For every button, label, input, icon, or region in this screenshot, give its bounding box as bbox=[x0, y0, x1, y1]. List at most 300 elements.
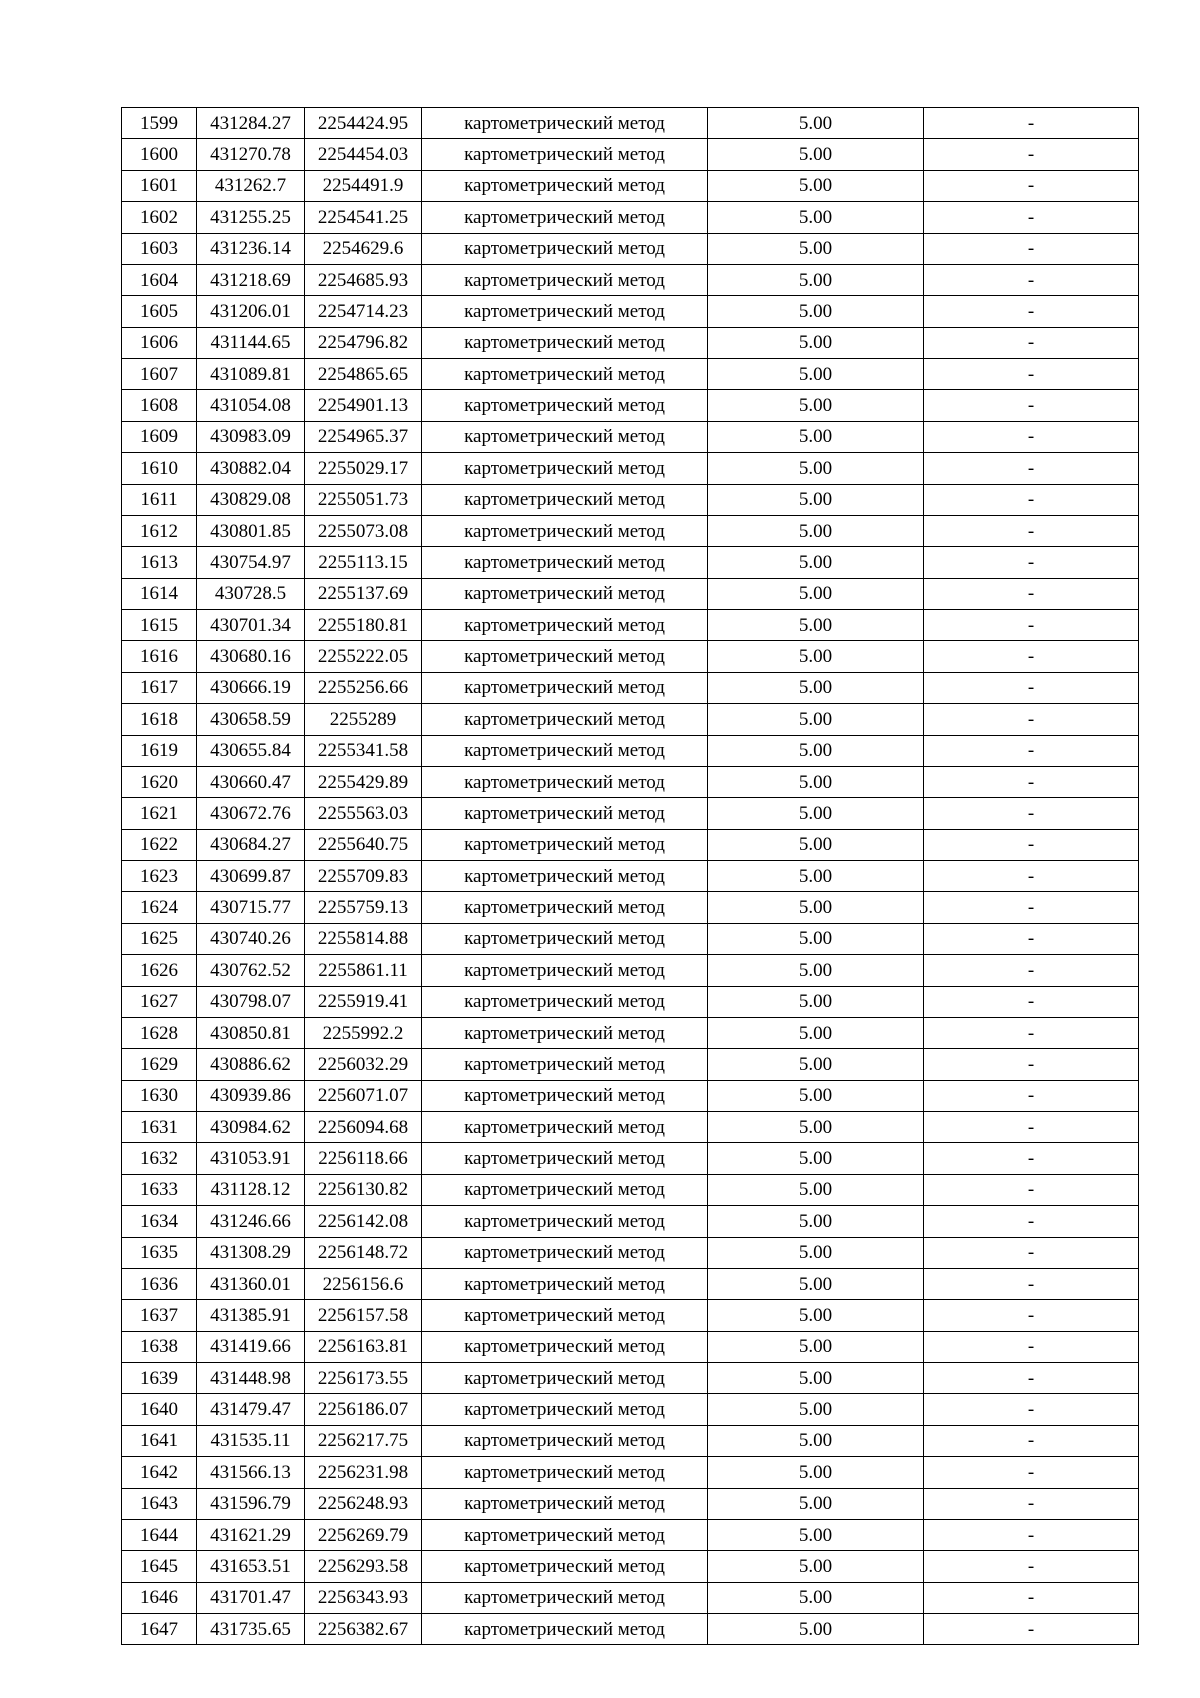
point-number-cell: 1625 bbox=[122, 923, 197, 954]
y-coordinate-cell: 2255563.03 bbox=[305, 798, 422, 829]
point-number-cell: 1620 bbox=[122, 766, 197, 797]
accuracy-cell: 5.00 bbox=[708, 1551, 924, 1582]
x-coordinate-cell: 431236.14 bbox=[197, 233, 305, 264]
method-cell: картометрический метод bbox=[422, 1237, 708, 1268]
accuracy-cell: 5.00 bbox=[708, 641, 924, 672]
point-number-cell: 1607 bbox=[122, 359, 197, 390]
accuracy-cell: 5.00 bbox=[708, 1425, 924, 1456]
x-coordinate-cell: 430728.5 bbox=[197, 578, 305, 609]
method-cell: картометрический метод bbox=[422, 1582, 708, 1613]
method-cell: картометрический метод bbox=[422, 1331, 708, 1362]
point-number-cell: 1622 bbox=[122, 829, 197, 860]
point-number-cell: 1600 bbox=[122, 139, 197, 170]
y-coordinate-cell: 2255992.2 bbox=[305, 1017, 422, 1048]
x-coordinate-cell: 431735.65 bbox=[197, 1614, 305, 1645]
dash-cell: - bbox=[924, 1614, 1139, 1645]
accuracy-cell: 5.00 bbox=[708, 233, 924, 264]
table-row bbox=[122, 1394, 1139, 1425]
table-row bbox=[122, 610, 1139, 641]
table-row bbox=[122, 359, 1139, 390]
dash-cell: - bbox=[924, 1488, 1139, 1519]
accuracy-cell: 5.00 bbox=[708, 1080, 924, 1111]
dash-cell: - bbox=[924, 296, 1139, 327]
dash-cell: - bbox=[924, 202, 1139, 233]
dash-cell: - bbox=[924, 1112, 1139, 1143]
table-row bbox=[122, 986, 1139, 1017]
dash-cell: - bbox=[924, 1457, 1139, 1488]
table-row bbox=[122, 1582, 1139, 1613]
x-coordinate-cell: 430886.62 bbox=[197, 1049, 305, 1080]
y-coordinate-cell: 2256163.81 bbox=[305, 1331, 422, 1362]
table-row bbox=[122, 1425, 1139, 1456]
table-row bbox=[122, 108, 1139, 139]
accuracy-cell: 5.00 bbox=[708, 1582, 924, 1613]
table-row bbox=[122, 453, 1139, 484]
point-number-cell: 1624 bbox=[122, 892, 197, 923]
table-row bbox=[122, 766, 1139, 797]
point-number-cell: 1641 bbox=[122, 1425, 197, 1456]
dash-cell: - bbox=[924, 892, 1139, 923]
table-row bbox=[122, 672, 1139, 703]
accuracy-cell: 5.00 bbox=[708, 1488, 924, 1519]
x-coordinate-cell: 431448.98 bbox=[197, 1363, 305, 1394]
method-cell: картометрический метод bbox=[422, 672, 708, 703]
table-row bbox=[122, 1237, 1139, 1268]
x-coordinate-cell: 430740.26 bbox=[197, 923, 305, 954]
accuracy-cell: 5.00 bbox=[708, 766, 924, 797]
accuracy-cell: 5.00 bbox=[708, 1519, 924, 1550]
point-number-cell: 1616 bbox=[122, 641, 197, 672]
y-coordinate-cell: 2255814.88 bbox=[305, 923, 422, 954]
y-coordinate-cell: 2255256.66 bbox=[305, 672, 422, 703]
method-cell: картометрический метод bbox=[422, 578, 708, 609]
accuracy-cell: 5.00 bbox=[708, 296, 924, 327]
point-number-cell: 1615 bbox=[122, 610, 197, 641]
point-number-cell: 1613 bbox=[122, 547, 197, 578]
dash-cell: - bbox=[924, 233, 1139, 264]
table-row bbox=[122, 1363, 1139, 1394]
dash-cell: - bbox=[924, 923, 1139, 954]
dash-cell: - bbox=[924, 139, 1139, 170]
y-coordinate-cell: 2256186.07 bbox=[305, 1394, 422, 1425]
x-coordinate-cell: 430666.19 bbox=[197, 672, 305, 703]
y-coordinate-cell: 2254454.03 bbox=[305, 139, 422, 170]
y-coordinate-cell: 2255640.75 bbox=[305, 829, 422, 860]
y-coordinate-cell: 2256269.79 bbox=[305, 1519, 422, 1550]
accuracy-cell: 5.00 bbox=[708, 735, 924, 766]
method-cell: картометрический метод bbox=[422, 547, 708, 578]
table-row bbox=[122, 578, 1139, 609]
dash-cell: - bbox=[924, 672, 1139, 703]
method-cell: картометрический метод bbox=[422, 892, 708, 923]
table-row bbox=[122, 421, 1139, 452]
method-cell: картометрический метод bbox=[422, 1300, 708, 1331]
method-cell: картометрический метод bbox=[422, 1519, 708, 1550]
dash-cell: - bbox=[924, 1363, 1139, 1394]
x-coordinate-cell: 431246.66 bbox=[197, 1206, 305, 1237]
x-coordinate-cell: 430672.76 bbox=[197, 798, 305, 829]
accuracy-cell: 5.00 bbox=[708, 264, 924, 295]
y-coordinate-cell: 2256156.6 bbox=[305, 1268, 422, 1299]
point-number-cell: 1630 bbox=[122, 1080, 197, 1111]
x-coordinate-cell: 430680.16 bbox=[197, 641, 305, 672]
accuracy-cell: 5.00 bbox=[708, 1300, 924, 1331]
y-coordinate-cell: 2254541.25 bbox=[305, 202, 422, 233]
method-cell: картометрический метод bbox=[422, 202, 708, 233]
accuracy-cell: 5.00 bbox=[708, 515, 924, 546]
method-cell: картометрический метод bbox=[422, 1206, 708, 1237]
dash-cell: - bbox=[924, 1582, 1139, 1613]
table-row bbox=[122, 390, 1139, 421]
method-cell: картометрический метод bbox=[422, 1363, 708, 1394]
point-number-cell: 1642 bbox=[122, 1457, 197, 1488]
dash-cell: - bbox=[924, 1268, 1139, 1299]
accuracy-cell: 5.00 bbox=[708, 453, 924, 484]
table-row bbox=[122, 1017, 1139, 1048]
point-number-cell: 1627 bbox=[122, 986, 197, 1017]
y-coordinate-cell: 2255051.73 bbox=[305, 484, 422, 515]
dash-cell: - bbox=[924, 1551, 1139, 1582]
x-coordinate-cell: 430684.27 bbox=[197, 829, 305, 860]
dash-cell: - bbox=[924, 484, 1139, 515]
dash-cell: - bbox=[924, 955, 1139, 986]
accuracy-cell: 5.00 bbox=[708, 1017, 924, 1048]
table-row bbox=[122, 1206, 1139, 1237]
dash-cell: - bbox=[924, 986, 1139, 1017]
y-coordinate-cell: 2256032.29 bbox=[305, 1049, 422, 1080]
method-cell: картометрический метод bbox=[422, 1049, 708, 1080]
method-cell: картометрический метод bbox=[422, 1143, 708, 1174]
x-coordinate-cell: 430882.04 bbox=[197, 453, 305, 484]
dash-cell: - bbox=[924, 1425, 1139, 1456]
y-coordinate-cell: 2254714.23 bbox=[305, 296, 422, 327]
x-coordinate-cell: 431360.01 bbox=[197, 1268, 305, 1299]
point-number-cell: 1636 bbox=[122, 1268, 197, 1299]
x-coordinate-cell: 431653.51 bbox=[197, 1551, 305, 1582]
method-cell: картометрический метод bbox=[422, 1112, 708, 1143]
table-row bbox=[122, 1614, 1139, 1645]
x-coordinate-cell: 431206.01 bbox=[197, 296, 305, 327]
method-cell: картометрический метод bbox=[422, 327, 708, 358]
accuracy-cell: 5.00 bbox=[708, 672, 924, 703]
accuracy-cell: 5.00 bbox=[708, 1237, 924, 1268]
x-coordinate-cell: 431479.47 bbox=[197, 1394, 305, 1425]
accuracy-cell: 5.00 bbox=[708, 170, 924, 201]
dash-cell: - bbox=[924, 704, 1139, 735]
x-coordinate-cell: 431596.79 bbox=[197, 1488, 305, 1519]
x-coordinate-cell: 431270.78 bbox=[197, 139, 305, 170]
y-coordinate-cell: 2255180.81 bbox=[305, 610, 422, 641]
x-coordinate-cell: 430655.84 bbox=[197, 735, 305, 766]
point-number-cell: 1602 bbox=[122, 202, 197, 233]
point-number-cell: 1611 bbox=[122, 484, 197, 515]
accuracy-cell: 5.00 bbox=[708, 892, 924, 923]
x-coordinate-cell: 431535.11 bbox=[197, 1425, 305, 1456]
method-cell: картометрический метод bbox=[422, 108, 708, 139]
accuracy-cell: 5.00 bbox=[708, 108, 924, 139]
method-cell: картометрический метод bbox=[422, 1394, 708, 1425]
dash-cell: - bbox=[924, 390, 1139, 421]
accuracy-cell: 5.00 bbox=[708, 610, 924, 641]
point-number-cell: 1626 bbox=[122, 955, 197, 986]
table-row bbox=[122, 923, 1139, 954]
x-coordinate-cell: 431054.08 bbox=[197, 390, 305, 421]
method-cell: картометрический метод bbox=[422, 829, 708, 860]
table-row bbox=[122, 735, 1139, 766]
accuracy-cell: 5.00 bbox=[708, 1457, 924, 1488]
y-coordinate-cell: 2254685.93 bbox=[305, 264, 422, 295]
point-number-cell: 1604 bbox=[122, 264, 197, 295]
x-coordinate-cell: 431218.69 bbox=[197, 264, 305, 295]
table-row bbox=[122, 327, 1139, 358]
point-number-cell: 1646 bbox=[122, 1582, 197, 1613]
dash-cell: - bbox=[924, 1331, 1139, 1362]
y-coordinate-cell: 2254491.9 bbox=[305, 170, 422, 201]
method-cell: картометрический метод bbox=[422, 1174, 708, 1205]
table-row bbox=[122, 1331, 1139, 1362]
x-coordinate-cell: 431262.7 bbox=[197, 170, 305, 201]
x-coordinate-cell: 431089.81 bbox=[197, 359, 305, 390]
dash-cell: - bbox=[924, 264, 1139, 295]
method-cell: картометрический метод bbox=[422, 170, 708, 201]
table-row bbox=[122, 547, 1139, 578]
y-coordinate-cell: 2254865.65 bbox=[305, 359, 422, 390]
method-cell: картометрический метод bbox=[422, 1268, 708, 1299]
method-cell: картометрический метод bbox=[422, 484, 708, 515]
method-cell: картометрический метод bbox=[422, 453, 708, 484]
dash-cell: - bbox=[924, 861, 1139, 892]
method-cell: картометрический метод bbox=[422, 390, 708, 421]
point-number-cell: 1608 bbox=[122, 390, 197, 421]
accuracy-cell: 5.00 bbox=[708, 955, 924, 986]
y-coordinate-cell: 2256130.82 bbox=[305, 1174, 422, 1205]
y-coordinate-cell: 2256382.67 bbox=[305, 1614, 422, 1645]
y-coordinate-cell: 2254965.37 bbox=[305, 421, 422, 452]
point-number-cell: 1647 bbox=[122, 1614, 197, 1645]
table-row bbox=[122, 1174, 1139, 1205]
method-cell: картометрический метод bbox=[422, 1017, 708, 1048]
point-number-cell: 1609 bbox=[122, 421, 197, 452]
point-number-cell: 1628 bbox=[122, 1017, 197, 1048]
dash-cell: - bbox=[924, 1519, 1139, 1550]
accuracy-cell: 5.00 bbox=[708, 1394, 924, 1425]
x-coordinate-cell: 430983.09 bbox=[197, 421, 305, 452]
table-row bbox=[122, 829, 1139, 860]
table-row bbox=[122, 1268, 1139, 1299]
table-row bbox=[122, 484, 1139, 515]
accuracy-cell: 5.00 bbox=[708, 1143, 924, 1174]
x-coordinate-cell: 430829.08 bbox=[197, 484, 305, 515]
dash-cell: - bbox=[924, 829, 1139, 860]
y-coordinate-cell: 2255113.15 bbox=[305, 547, 422, 578]
y-coordinate-cell: 2256231.98 bbox=[305, 1457, 422, 1488]
point-number-cell: 1643 bbox=[122, 1488, 197, 1519]
x-coordinate-cell: 430715.77 bbox=[197, 892, 305, 923]
x-coordinate-cell: 430984.62 bbox=[197, 1112, 305, 1143]
y-coordinate-cell: 2255029.17 bbox=[305, 453, 422, 484]
method-cell: картометрический метод bbox=[422, 515, 708, 546]
table-row bbox=[122, 892, 1139, 923]
accuracy-cell: 5.00 bbox=[708, 829, 924, 860]
x-coordinate-cell: 431385.91 bbox=[197, 1300, 305, 1331]
accuracy-cell: 5.00 bbox=[708, 547, 924, 578]
method-cell: картометрический метод bbox=[422, 1457, 708, 1488]
accuracy-cell: 5.00 bbox=[708, 1112, 924, 1143]
method-cell: картометрический метод bbox=[422, 1614, 708, 1645]
table-row bbox=[122, 798, 1139, 829]
y-coordinate-cell: 2256148.72 bbox=[305, 1237, 422, 1268]
dash-cell: - bbox=[924, 108, 1139, 139]
y-coordinate-cell: 2255137.69 bbox=[305, 578, 422, 609]
x-coordinate-cell: 431255.25 bbox=[197, 202, 305, 233]
method-cell: картометрический метод bbox=[422, 766, 708, 797]
point-number-cell: 1612 bbox=[122, 515, 197, 546]
accuracy-cell: 5.00 bbox=[708, 139, 924, 170]
method-cell: картометрический метод bbox=[422, 704, 708, 735]
accuracy-cell: 5.00 bbox=[708, 861, 924, 892]
table-row bbox=[122, 704, 1139, 735]
accuracy-cell: 5.00 bbox=[708, 1363, 924, 1394]
dash-cell: - bbox=[924, 515, 1139, 546]
method-cell: картометрический метод bbox=[422, 1488, 708, 1519]
accuracy-cell: 5.00 bbox=[708, 202, 924, 233]
accuracy-cell: 5.00 bbox=[708, 704, 924, 735]
y-coordinate-cell: 2255222.05 bbox=[305, 641, 422, 672]
method-cell: картометрический метод bbox=[422, 986, 708, 1017]
dash-cell: - bbox=[924, 170, 1139, 201]
dash-cell: - bbox=[924, 1394, 1139, 1425]
y-coordinate-cell: 2254796.82 bbox=[305, 327, 422, 358]
x-coordinate-cell: 430798.07 bbox=[197, 986, 305, 1017]
x-coordinate-cell: 431566.13 bbox=[197, 1457, 305, 1488]
table-row bbox=[122, 1143, 1139, 1174]
point-number-cell: 1629 bbox=[122, 1049, 197, 1080]
x-coordinate-cell: 430939.86 bbox=[197, 1080, 305, 1111]
accuracy-cell: 5.00 bbox=[708, 421, 924, 452]
accuracy-cell: 5.00 bbox=[708, 578, 924, 609]
table-row bbox=[122, 1049, 1139, 1080]
y-coordinate-cell: 2255073.08 bbox=[305, 515, 422, 546]
x-coordinate-cell: 431621.29 bbox=[197, 1519, 305, 1550]
table-row bbox=[122, 955, 1139, 986]
point-number-cell: 1637 bbox=[122, 1300, 197, 1331]
dash-cell: - bbox=[924, 641, 1139, 672]
method-cell: картометрический метод bbox=[422, 1080, 708, 1111]
point-number-cell: 1633 bbox=[122, 1174, 197, 1205]
y-coordinate-cell: 2256142.08 bbox=[305, 1206, 422, 1237]
accuracy-cell: 5.00 bbox=[708, 798, 924, 829]
point-number-cell: 1635 bbox=[122, 1237, 197, 1268]
table-row bbox=[122, 641, 1139, 672]
dash-cell: - bbox=[924, 798, 1139, 829]
y-coordinate-cell: 2256157.58 bbox=[305, 1300, 422, 1331]
table-row bbox=[122, 139, 1139, 170]
point-number-cell: 1623 bbox=[122, 861, 197, 892]
dash-cell: - bbox=[924, 547, 1139, 578]
x-coordinate-cell: 430701.34 bbox=[197, 610, 305, 641]
accuracy-cell: 5.00 bbox=[708, 1174, 924, 1205]
method-cell: картометрический метод bbox=[422, 610, 708, 641]
x-coordinate-cell: 431053.91 bbox=[197, 1143, 305, 1174]
accuracy-cell: 5.00 bbox=[708, 1268, 924, 1299]
y-coordinate-cell: 2256071.07 bbox=[305, 1080, 422, 1111]
dash-cell: - bbox=[924, 578, 1139, 609]
x-coordinate-cell: 430754.97 bbox=[197, 547, 305, 578]
point-number-cell: 1634 bbox=[122, 1206, 197, 1237]
x-coordinate-cell: 431308.29 bbox=[197, 1237, 305, 1268]
accuracy-cell: 5.00 bbox=[708, 1331, 924, 1362]
y-coordinate-cell: 2255341.58 bbox=[305, 735, 422, 766]
x-coordinate-cell: 430762.52 bbox=[197, 955, 305, 986]
accuracy-cell: 5.00 bbox=[708, 390, 924, 421]
dash-cell: - bbox=[924, 1017, 1139, 1048]
point-number-cell: 1618 bbox=[122, 704, 197, 735]
x-coordinate-cell: 431701.47 bbox=[197, 1582, 305, 1613]
point-number-cell: 1639 bbox=[122, 1363, 197, 1394]
table-row bbox=[122, 1300, 1139, 1331]
table-row bbox=[122, 1112, 1139, 1143]
accuracy-cell: 5.00 bbox=[708, 923, 924, 954]
dash-cell: - bbox=[924, 1300, 1139, 1331]
method-cell: картометрический метод bbox=[422, 923, 708, 954]
dash-cell: - bbox=[924, 1049, 1139, 1080]
x-coordinate-cell: 430699.87 bbox=[197, 861, 305, 892]
y-coordinate-cell: 2255709.83 bbox=[305, 861, 422, 892]
y-coordinate-cell: 2254901.13 bbox=[305, 390, 422, 421]
dash-cell: - bbox=[924, 1143, 1139, 1174]
table-row bbox=[122, 170, 1139, 201]
point-number-cell: 1640 bbox=[122, 1394, 197, 1425]
y-coordinate-cell: 2255429.89 bbox=[305, 766, 422, 797]
point-number-cell: 1601 bbox=[122, 170, 197, 201]
point-number-cell: 1606 bbox=[122, 327, 197, 358]
table-row bbox=[122, 1488, 1139, 1519]
point-number-cell: 1619 bbox=[122, 735, 197, 766]
method-cell: картометрический метод bbox=[422, 641, 708, 672]
point-number-cell: 1644 bbox=[122, 1519, 197, 1550]
point-number-cell: 1631 bbox=[122, 1112, 197, 1143]
table-row bbox=[122, 202, 1139, 233]
dash-cell: - bbox=[924, 1174, 1139, 1205]
method-cell: картометрический метод bbox=[422, 139, 708, 170]
method-cell: картометрический метод bbox=[422, 735, 708, 766]
method-cell: картометрический метод bbox=[422, 955, 708, 986]
point-number-cell: 1614 bbox=[122, 578, 197, 609]
method-cell: картометрический метод bbox=[422, 1551, 708, 1582]
y-coordinate-cell: 2256094.68 bbox=[305, 1112, 422, 1143]
point-number-cell: 1632 bbox=[122, 1143, 197, 1174]
method-cell: картометрический метод bbox=[422, 359, 708, 390]
x-coordinate-cell: 431419.66 bbox=[197, 1331, 305, 1362]
method-cell: картометрический метод bbox=[422, 421, 708, 452]
y-coordinate-cell: 2256173.55 bbox=[305, 1363, 422, 1394]
method-cell: картометрический метод bbox=[422, 1425, 708, 1456]
x-coordinate-cell: 431144.65 bbox=[197, 327, 305, 358]
method-cell: картометрический метод bbox=[422, 296, 708, 327]
y-coordinate-cell: 2254424.95 bbox=[305, 108, 422, 139]
y-coordinate-cell: 2256118.66 bbox=[305, 1143, 422, 1174]
point-number-cell: 1605 bbox=[122, 296, 197, 327]
table-row bbox=[122, 1551, 1139, 1582]
x-coordinate-cell: 431284.27 bbox=[197, 108, 305, 139]
dash-cell: - bbox=[924, 610, 1139, 641]
method-cell: картометрический метод bbox=[422, 861, 708, 892]
y-coordinate-cell: 2255919.41 bbox=[305, 986, 422, 1017]
y-coordinate-cell: 2256248.93 bbox=[305, 1488, 422, 1519]
coordinates-table-body bbox=[122, 108, 1139, 1645]
point-number-cell: 1621 bbox=[122, 798, 197, 829]
dash-cell: - bbox=[924, 766, 1139, 797]
